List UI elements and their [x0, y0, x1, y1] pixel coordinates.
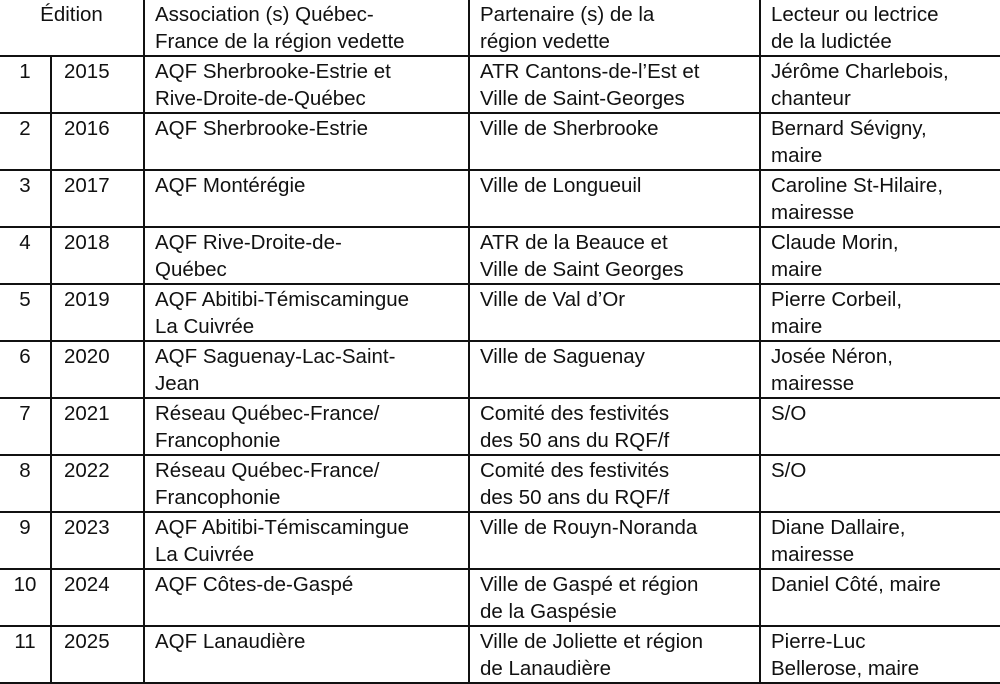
cell-line: 2016 [64, 117, 110, 140]
cell-line: Comité des festivités [480, 402, 670, 425]
cell-line: maire [771, 315, 823, 338]
reader-cell [760, 398, 1000, 455]
cell-line [480, 370, 759, 397]
cell-line: Bernard Sévigny, [771, 117, 927, 140]
cell-line: Francophonie [155, 486, 281, 509]
cell-line: La Cuivrée [155, 543, 255, 566]
cell-line: Caroline St-Hilaire, [771, 174, 944, 197]
year-cell [51, 569, 144, 626]
cell-line: Ville de Sherbrooke [480, 117, 659, 140]
cell-line: Jérôme Charlebois, [771, 60, 949, 83]
cell-line: Réseau Québec-France/ [155, 402, 380, 425]
reader-cell [760, 626, 1000, 683]
year-cell [51, 341, 144, 398]
reader-cell [760, 341, 1000, 398]
cell-line: AQF Abitibi-Témiscamingue [155, 516, 410, 539]
cell-line [771, 427, 1000, 454]
cell-line: chanteur [771, 87, 851, 110]
cell-line: 2023 [64, 516, 110, 539]
edition-number-cell [0, 113, 51, 170]
table-row [0, 113, 1000, 170]
cell-line: La Cuivrée [155, 315, 255, 338]
association-cell [144, 56, 469, 113]
cell-line: 5 [19, 288, 31, 311]
cell-line: AQF Montérégie [155, 174, 306, 197]
cell-line: Ville de Val d’Or [480, 288, 626, 311]
cell-line: ATR Cantons-de-l’Est et [480, 60, 700, 83]
cell-line: AQF Rive-Droite-de- [155, 231, 342, 254]
cell-line: Josée Néron, [771, 345, 893, 368]
table-row [0, 398, 1000, 455]
cell-line: ATR de la Beauce et [480, 231, 668, 254]
header-partenaire [469, 0, 760, 56]
cell-line: Rive-Droite-de-Québec [155, 87, 366, 110]
cell-line: 2018 [64, 231, 110, 254]
association-cell [144, 569, 469, 626]
cell-line: de Lanaudière [480, 657, 612, 680]
association-cell [144, 113, 469, 170]
cell-line: Ville de Saguenay [480, 345, 645, 368]
table-row [0, 170, 1000, 227]
cell-line: Bellerose, maire [771, 657, 920, 680]
year-cell [51, 284, 144, 341]
header-line: Lecteur ou lectrice [771, 3, 939, 26]
cell-line: AQF Côtes-de-Gaspé [155, 573, 354, 596]
association-cell [144, 341, 469, 398]
cell-line: 2020 [64, 345, 110, 368]
cell-line: 2 [19, 117, 31, 140]
header-line: région vedette [480, 30, 610, 53]
cell-line: 1 [19, 60, 31, 83]
year-cell [51, 455, 144, 512]
reader-cell [760, 170, 1000, 227]
year-cell [51, 113, 144, 170]
cell-line: Daniel Côté, maire [771, 573, 941, 596]
cell-line [480, 541, 759, 568]
cell-line: Réseau Québec-France/ [155, 459, 380, 482]
year-cell [51, 512, 144, 569]
cell-line: S/O [771, 459, 807, 482]
cell-line: 2017 [64, 174, 110, 197]
cell-line [771, 598, 1000, 625]
edition-number-cell [0, 284, 51, 341]
cell-line: AQF Sherbrooke-Estrie [155, 117, 369, 140]
edition-number-cell [0, 626, 51, 683]
cell-line: Jean [155, 372, 200, 395]
cell-line: 11 [14, 630, 36, 653]
cell-line [155, 142, 468, 169]
reader-cell [760, 569, 1000, 626]
year-cell [51, 56, 144, 113]
cell-line: maire [771, 258, 823, 281]
cell-line: S/O [771, 402, 807, 425]
association-cell [144, 455, 469, 512]
table-row [0, 56, 1000, 113]
cell-line: Ville de Longueuil [480, 174, 642, 197]
cell-line [480, 313, 759, 340]
header-lecteur [760, 0, 1000, 56]
edition-number-cell [0, 569, 51, 626]
cell-line: Ville de Saint Georges [480, 258, 684, 281]
cell-line: AQF Abitibi-Témiscamingue [155, 288, 410, 311]
edition-number-cell [0, 170, 51, 227]
edition-number-cell [0, 227, 51, 284]
cell-line: 7 [19, 402, 31, 425]
cell-line: Ville de Saint-Georges [480, 87, 685, 110]
association-cell [144, 398, 469, 455]
cell-line: Québec [155, 258, 227, 281]
cell-line: 9 [19, 516, 31, 539]
partner-cell [469, 512, 760, 569]
cell-line: Ville de Joliette et région [480, 630, 703, 653]
partner-cell [469, 455, 760, 512]
table-row [0, 455, 1000, 512]
reader-cell [760, 227, 1000, 284]
edition-number-cell [0, 341, 51, 398]
cell-line: 4 [19, 231, 31, 254]
cell-line [155, 655, 468, 682]
edition-number-cell [0, 512, 51, 569]
cell-line [771, 484, 1000, 511]
cell-line: 2021 [64, 402, 110, 425]
partner-cell [469, 284, 760, 341]
reader-cell [760, 56, 1000, 113]
header-row [0, 0, 1000, 56]
header-line: de la ludictée [771, 30, 892, 53]
partner-cell [469, 170, 760, 227]
cell-line: AQF Saguenay-Lac-Saint- [155, 345, 396, 368]
cell-line: des 50 ans du RQF/f [480, 429, 670, 452]
header-line: Association (s) Québec- [155, 3, 374, 26]
table-row [0, 341, 1000, 398]
cell-line: Diane Dallaire, [771, 516, 906, 539]
table-row [0, 512, 1000, 569]
association-cell [144, 626, 469, 683]
cell-line [155, 598, 468, 625]
year-cell [51, 398, 144, 455]
cell-line: des 50 ans du RQF/f [480, 486, 670, 509]
year-cell [51, 227, 144, 284]
partner-cell [469, 341, 760, 398]
association-cell [144, 284, 469, 341]
cell-line: mairesse [771, 543, 855, 566]
cell-line: 2015 [64, 60, 110, 83]
cell-line: Ville de Gaspé et région [480, 573, 699, 596]
association-cell [144, 227, 469, 284]
cell-line: 2025 [64, 630, 110, 653]
table-row [0, 626, 1000, 683]
header-edition: Édition [0, 0, 144, 56]
year-cell [51, 170, 144, 227]
reader-cell [760, 113, 1000, 170]
cell-line: 2019 [64, 288, 110, 311]
cell-line [480, 142, 759, 169]
header-line: France de la région vedette [155, 30, 405, 53]
cell-line: Ville de Rouyn-Noranda [480, 516, 698, 539]
cell-line [155, 199, 468, 226]
partner-cell [469, 569, 760, 626]
cell-line: Francophonie [155, 429, 281, 452]
year-cell [51, 626, 144, 683]
cell-line: 6 [19, 345, 31, 368]
cell-line: de la Gaspésie [480, 600, 617, 623]
cell-line: Claude Morin, [771, 231, 899, 254]
cell-line: 3 [19, 174, 31, 197]
cell-line: Comité des festivités [480, 459, 670, 482]
cell-line: 2022 [64, 459, 110, 482]
header-line: Partenaire (s) de la [480, 3, 655, 26]
table-row [0, 284, 1000, 341]
edition-number-cell [0, 398, 51, 455]
cell-line: Pierre Corbeil, [771, 288, 903, 311]
header-association [144, 0, 469, 56]
cell-line: Pierre-Luc [771, 630, 866, 653]
edition-number-cell [0, 56, 51, 113]
partner-cell [469, 227, 760, 284]
partner-cell [469, 56, 760, 113]
partner-cell [469, 398, 760, 455]
cell-line: AQF Sherbrooke-Estrie et [155, 60, 391, 83]
cell-line: 10 [13, 573, 37, 596]
association-cell [144, 170, 469, 227]
partner-cell [469, 626, 760, 683]
reader-cell [760, 455, 1000, 512]
reader-cell [760, 512, 1000, 569]
cell-line: 2024 [64, 573, 110, 596]
edition-number-cell [0, 455, 51, 512]
table-row [0, 227, 1000, 284]
partner-cell [469, 113, 760, 170]
cell-line: mairesse [771, 201, 855, 224]
association-cell [144, 512, 469, 569]
cell-line: 8 [19, 459, 31, 482]
cell-line: mairesse [771, 372, 855, 395]
cell-line [480, 199, 759, 226]
cell-line: AQF Lanaudière [155, 630, 306, 653]
reader-cell [760, 284, 1000, 341]
cell-line: maire [771, 144, 823, 167]
table-row [0, 569, 1000, 626]
